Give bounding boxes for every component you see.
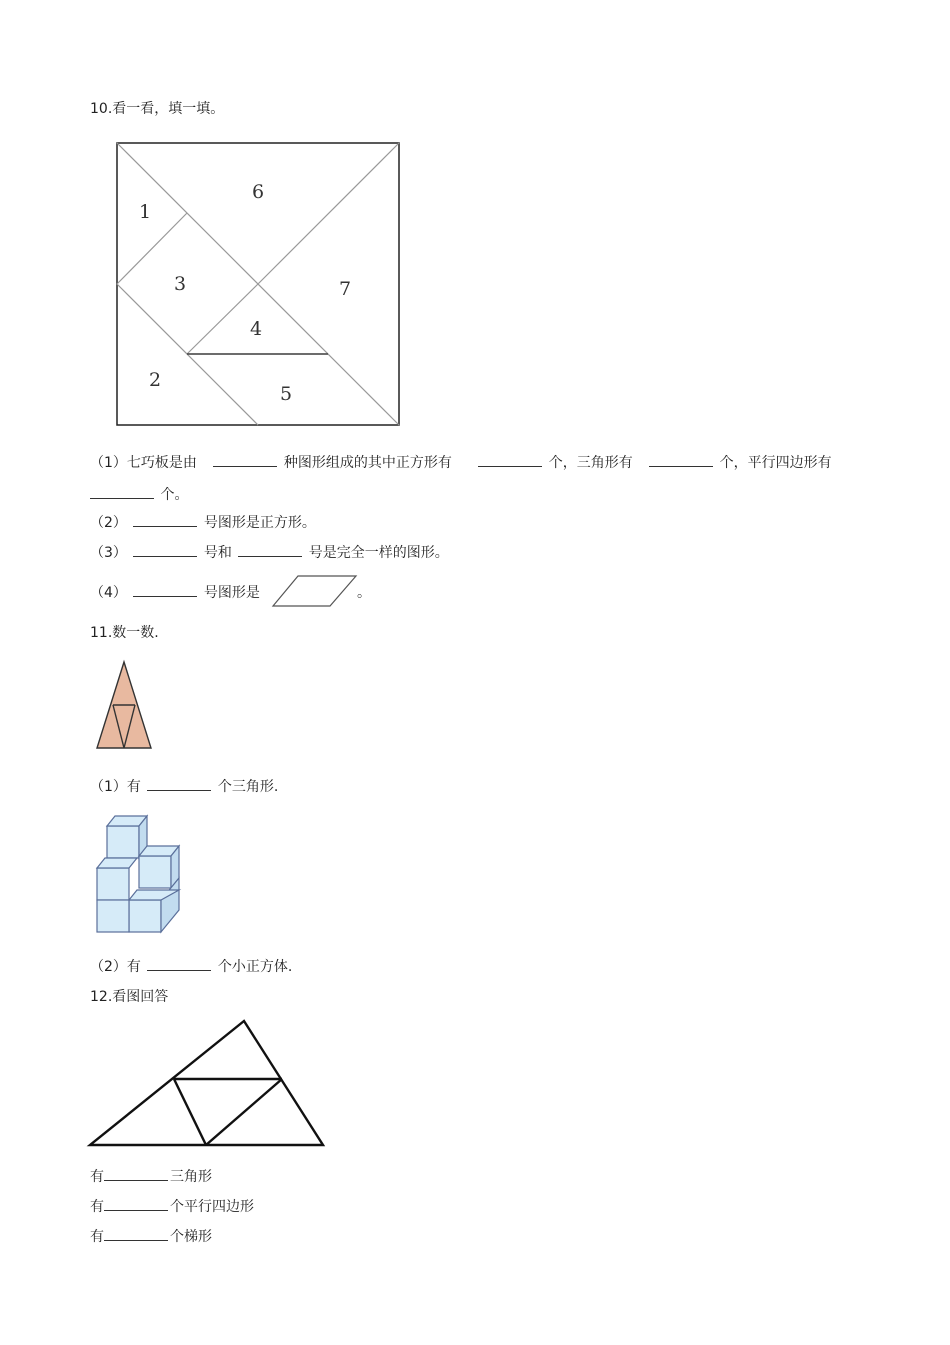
answer-blank[interactable] <box>213 452 277 467</box>
answer-blank[interactable] <box>104 1166 168 1181</box>
piece-label-1: 1 <box>139 201 152 223</box>
q11-sub1: （1）有 个三角形. <box>90 776 278 796</box>
answer-blank[interactable] <box>147 956 211 971</box>
tangram-figure <box>112 138 404 430</box>
triangle-figure <box>93 658 155 752</box>
q10-sub1-line2: 个。 <box>90 484 188 504</box>
q10-sub4-end: 。 <box>357 585 371 601</box>
q11-title: 11.数一数. <box>90 625 159 641</box>
q10-sub1-line1: （1）七巧板是由 种图形组成的其中正方形有 个，三角形有 个，平行四边形有 <box>90 452 832 472</box>
q10-sub2: （2） 号图形是正方形。 <box>90 512 316 532</box>
q11-sub2: （2）有 个小正方体. <box>90 956 292 976</box>
answer-blank[interactable] <box>238 542 302 557</box>
answer-blank[interactable] <box>90 484 154 499</box>
q12-title: 12.看图回答 <box>90 989 169 1005</box>
answer-blank[interactable] <box>104 1226 168 1241</box>
q12-line2: 有 个平行四边形 <box>90 1196 254 1216</box>
piece-label-3: 3 <box>174 273 187 295</box>
q10-sub3: （3） 号和 号是完全一样的图形。 <box>90 542 449 562</box>
q12-line3: 有 个梯形 <box>90 1226 212 1246</box>
parallelogram-icon <box>270 573 360 609</box>
cubes-figure <box>93 812 189 936</box>
q12-line1: 有 三角形 <box>90 1166 212 1186</box>
answer-blank[interactable] <box>133 582 197 597</box>
q10-title: 10.看一看，填一填。 <box>90 101 225 117</box>
answer-blank[interactable] <box>104 1196 168 1211</box>
answer-blank[interactable] <box>133 512 197 527</box>
q10-sub4: （4） 号图形是 <box>90 582 260 602</box>
triangle-division-figure <box>86 1016 328 1150</box>
answer-blank[interactable] <box>649 452 713 467</box>
answer-blank[interactable] <box>133 542 197 557</box>
piece-label-4: 4 <box>250 318 263 340</box>
piece-label-7: 7 <box>339 278 352 300</box>
answer-blank[interactable] <box>147 776 211 791</box>
piece-label-2: 2 <box>149 369 162 391</box>
answer-blank[interactable] <box>478 452 542 467</box>
piece-label-5: 5 <box>280 383 293 405</box>
piece-label-6: 6 <box>252 181 265 203</box>
